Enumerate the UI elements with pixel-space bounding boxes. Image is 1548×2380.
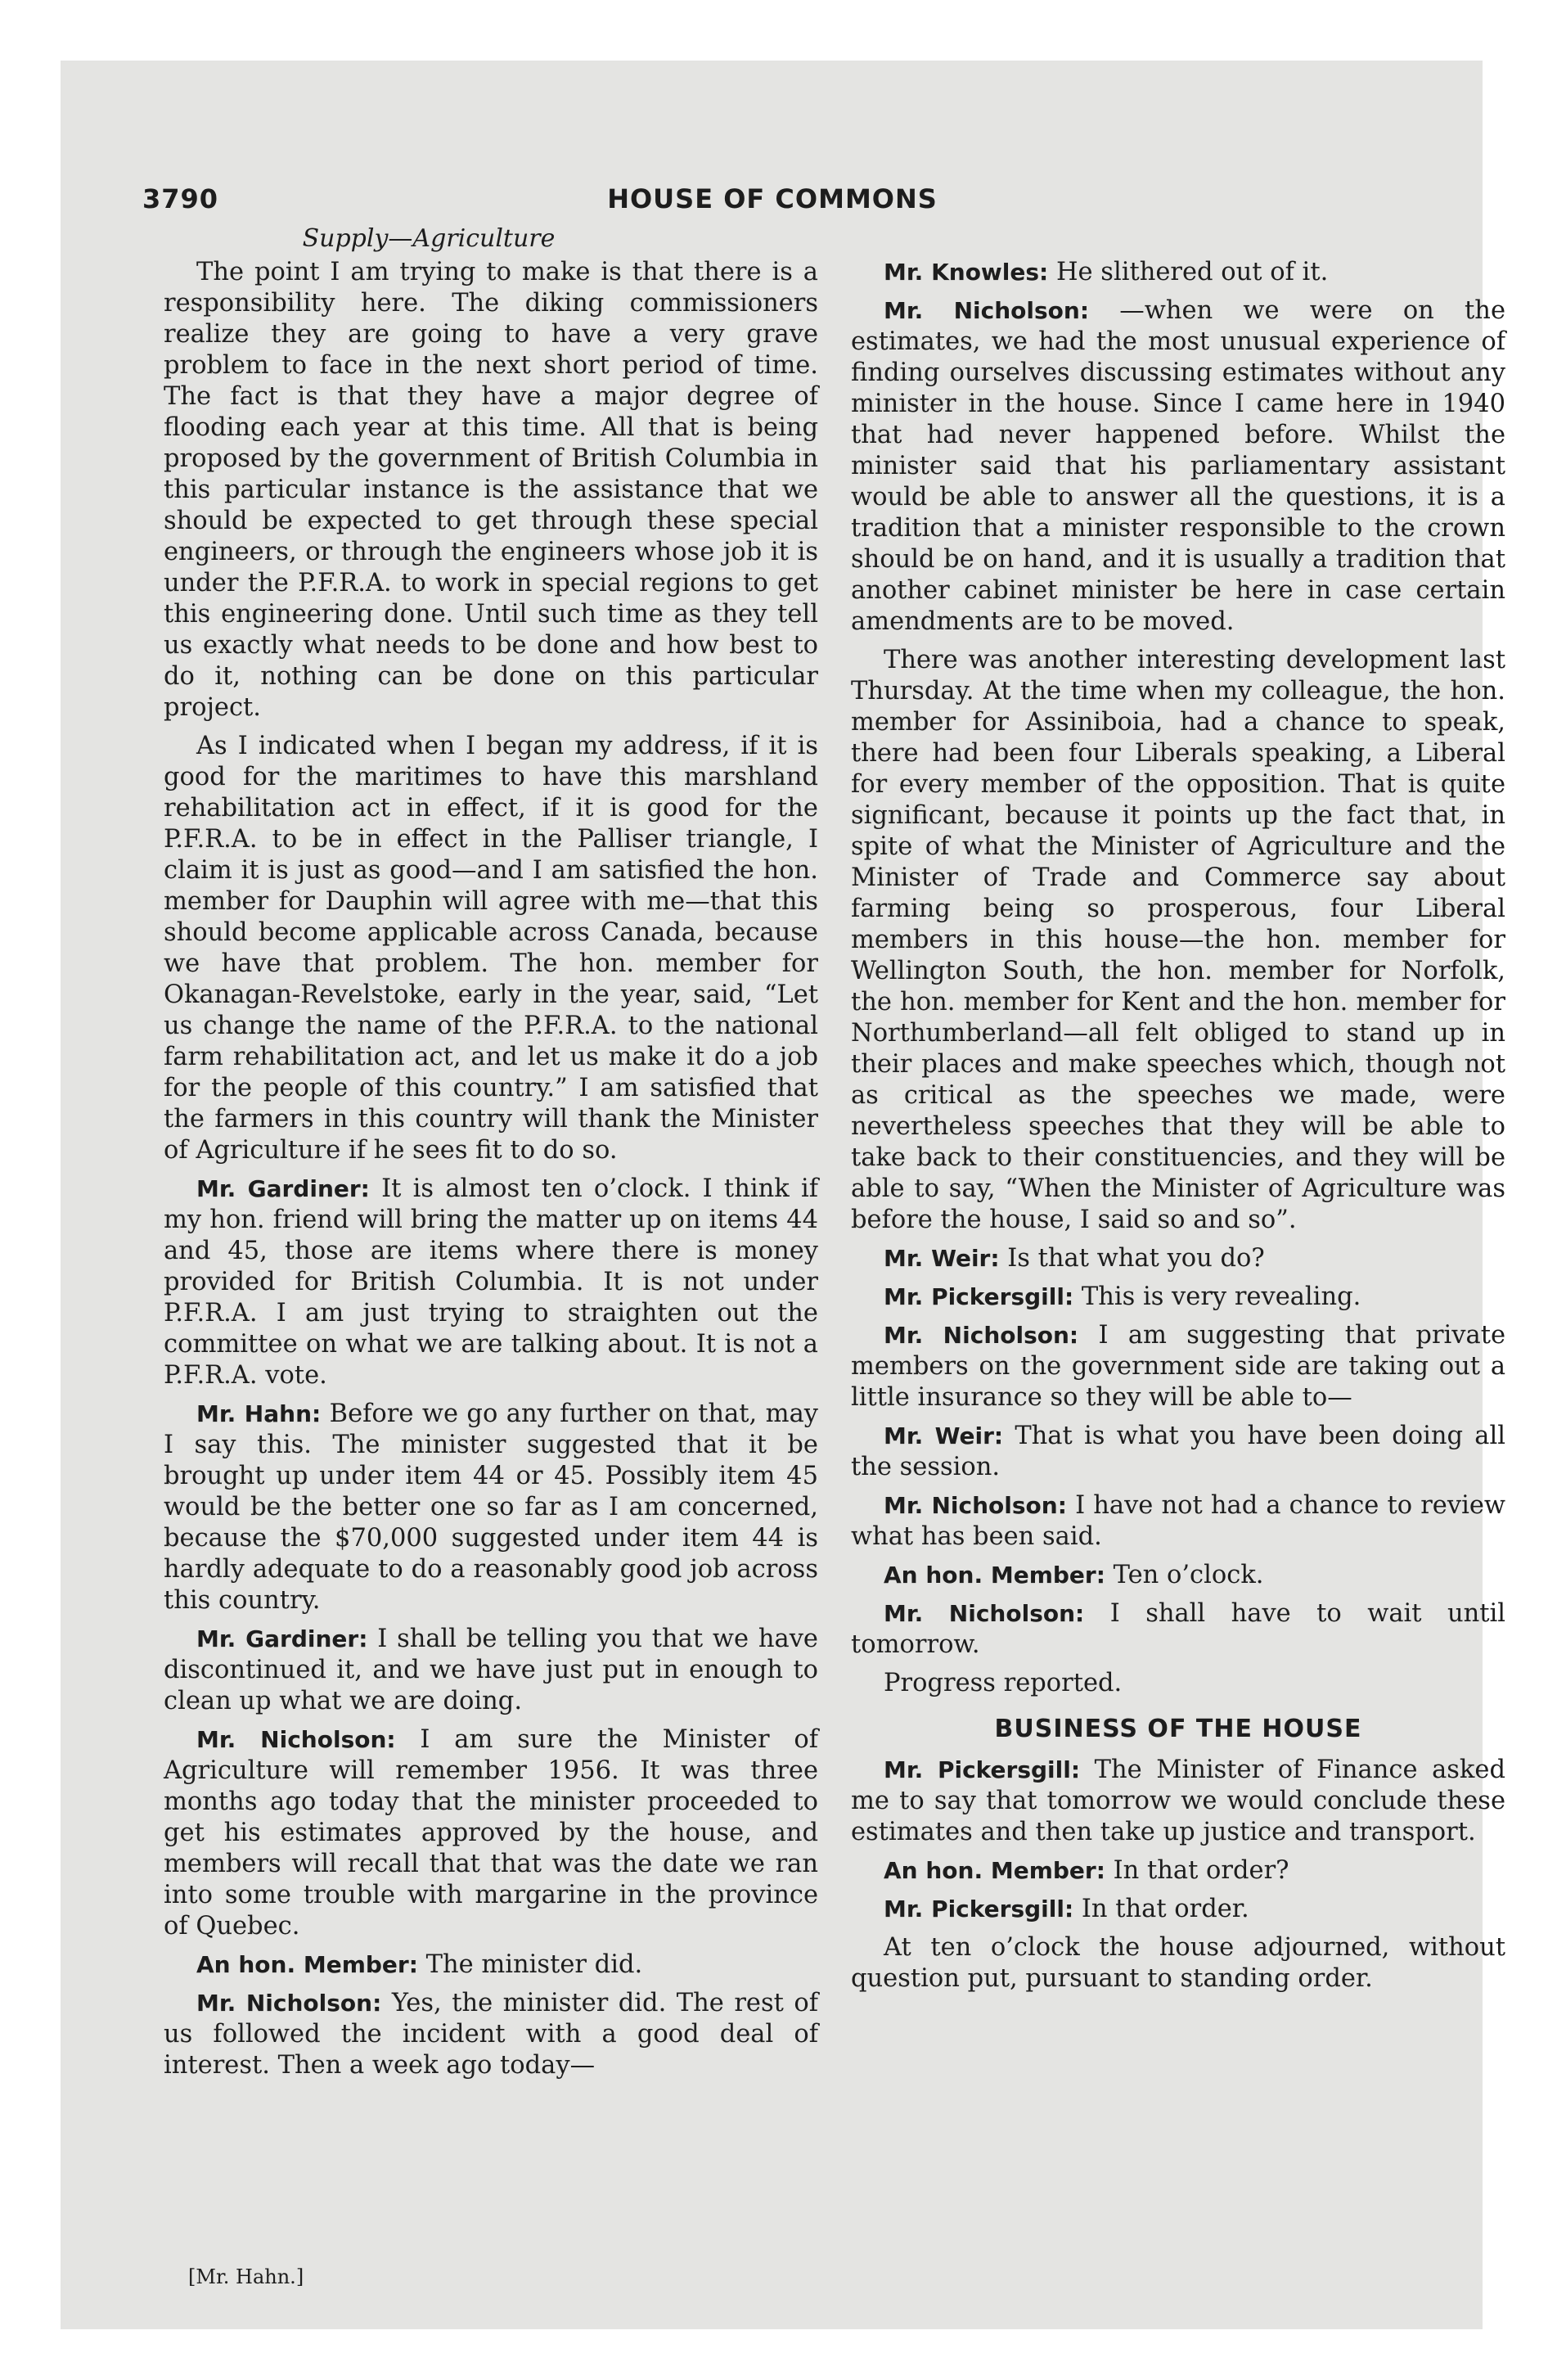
paragraph-text: Before we go any further on that, may I say this. The minister suggested that it be brought up under item 44 or 45. Possibly item 45 would be the better one so far as I am concerned, because the $70,000 suggested under item 44 is hardly adequate to do a reasonably good job across this country. bbox=[164, 1400, 818, 1615]
paragraph bbox=[851, 1932, 1505, 1995]
paragraph-text: Progress reported. bbox=[884, 1669, 1123, 1697]
paragraph bbox=[164, 1950, 818, 1981]
speaker-name: Mr. Pickersgill: bbox=[884, 1895, 1074, 1922]
speaker-name: Mr. Knowles: bbox=[884, 259, 1049, 286]
speaker-name: An hon. Member: bbox=[884, 1857, 1105, 1884]
paragraph bbox=[851, 1320, 1505, 1413]
paragraph-text: At ten o’clock the house adjourned, without question put, pursuant to standing order. bbox=[851, 1933, 1505, 1993]
paragraph-text: I have not had a chance to review what has been said. bbox=[851, 1491, 1505, 1551]
speaker-name: Mr. Nicholson: bbox=[884, 1322, 1079, 1349]
paragraph-text: That is what you have been doing all the session. bbox=[851, 1422, 1505, 1481]
paragraph bbox=[851, 645, 1505, 1236]
paragraph bbox=[164, 1724, 818, 1942]
paragraph-text: The minister did. bbox=[425, 1950, 643, 1979]
page-scan bbox=[61, 61, 1506, 2329]
left-column bbox=[164, 257, 818, 2089]
paragraph bbox=[851, 257, 1505, 288]
paragraph bbox=[851, 1894, 1505, 1925]
paragraph-text: This is very revealing. bbox=[1081, 1282, 1361, 1311]
page-header bbox=[142, 183, 1402, 223]
paragraph bbox=[851, 295, 1505, 638]
paragraph bbox=[851, 1855, 1505, 1886]
speaker-name: Mr. Weir: bbox=[884, 1245, 1000, 1272]
paragraph bbox=[164, 1624, 818, 1717]
speaker-name: An hon. Member: bbox=[196, 1951, 418, 1978]
paragraph-text: I am suggesting that private members on the government side are taking out a little insurance so they will be able to— bbox=[851, 1321, 1506, 1412]
paragraph bbox=[851, 1598, 1505, 1661]
paragraph bbox=[164, 1988, 818, 2081]
paragraph bbox=[164, 731, 818, 1166]
paragraph bbox=[851, 1560, 1505, 1591]
paragraph bbox=[851, 1755, 1505, 1848]
business-section bbox=[851, 1755, 1505, 1995]
speaker-name: Mr. Gardiner: bbox=[196, 1175, 370, 1202]
speaker-name: Mr. Pickersgill: bbox=[884, 1756, 1081, 1783]
speaker-name: Mr. Weir: bbox=[884, 1422, 1004, 1449]
paragraph-text: —when we were on the estimates, we had the most unusual experience of finding ourselves discussing estimates without any minister in the house. Since I came here in 1940 that had never happened before. Whilst the minister said that his parliamentary assistant would be able to answer all the questions, it is a tradition that a minister responsible to the crown should be on hand, and it is usually a tradition that another cabinet minister be here in case certain amendments are to be moved. bbox=[851, 296, 1506, 636]
paragraph bbox=[851, 1668, 1505, 1699]
speaker-name: Mr. Nicholson: bbox=[884, 1492, 1067, 1519]
speaker-name: Mr. Nicholson: bbox=[884, 297, 1090, 324]
speaker-name: Mr. Nicholson: bbox=[884, 1600, 1085, 1627]
paragraph-text: In that order. bbox=[1081, 1895, 1249, 1923]
right-column-debate bbox=[851, 257, 1505, 1699]
paragraph-text: It is almost ten o’clock. I think if my hon. friend will bring the matter up on items 44 and 45, those are items where there is money provided for British Columbia. It is not under P.F.R.A. I am just trying to straighten out the committee on what we are talking about. It is not a P.F.R.A. vote. bbox=[164, 1174, 818, 1390]
paragraph bbox=[164, 257, 818, 723]
paragraph bbox=[851, 1243, 1505, 1274]
page-number: 3790 bbox=[142, 183, 219, 214]
paragraph-text: I shall be telling you that we have discontinued it, and we have just put in enough to clean up what we are doing. bbox=[164, 1625, 818, 1715]
section-title: Supply—Agriculture bbox=[302, 224, 556, 253]
speaker-name: Mr. Hahn: bbox=[196, 1400, 322, 1427]
paragraph-text: I shall have to wait until tomorrow. bbox=[851, 1599, 1506, 1659]
paragraph bbox=[851, 1490, 1505, 1553]
paragraph-text: The point I am trying to make is that there is a responsibility here. The diking commissioners realize they are going to have a very grave problem to face in the next short period of time. The fact is that they have a major degree of flooding each year at this time. All that is being proposed by the government of British Columbia in this particular instance is the assistance that we should be expected to get through these special engineers, or through the engineers whose job it is under the P.F.R.A. to work in special regions to get this engineering done. Until such time as they tell us exactly what needs to be done and how best to do it, nothing can be done on this particular project. bbox=[164, 258, 818, 722]
speaker-name: Mr. Nicholson: bbox=[196, 1726, 396, 1753]
paragraph-text: As I indicated when I began my address, if it is good for the maritimes to have this marshland rehabilitation act in effect, if it is good for the P.F.R.A. to be in effect in the Palliser triangle, I claim it is just as good—and I am satisfied the hon. member for Dauphin will agree with me—that this should become applicable across Canada, because we have that problem. The hon. member for Okanagan-Revelstoke, early in the year, said, “Let us change the name of the P.F.R.A. to the national farm rehabilitation act, and let us make it do a job for the people of this country.” I am satisfied that the farmers in this country will thank the Minister of Agriculture if he sees fit to do so. bbox=[164, 732, 818, 1165]
paragraph-text: He slithered out of it. bbox=[1055, 258, 1329, 286]
paragraph-text: In that order? bbox=[1113, 1856, 1289, 1885]
paragraph-text: Yes, the minister did. The rest of us followed the incident with a good deal of interest. Then a week ago today— bbox=[164, 1989, 819, 2080]
footer-reference: [Mr. Hahn.] bbox=[188, 2265, 304, 2288]
speaker-name: Mr. Gardiner: bbox=[196, 1625, 368, 1652]
paragraph bbox=[851, 1282, 1505, 1313]
paragraph bbox=[851, 1421, 1505, 1483]
speaker-name: Mr. Pickersgill: bbox=[884, 1283, 1074, 1310]
paragraph bbox=[164, 1399, 818, 1616]
business-heading: BUSINESS OF THE HOUSE bbox=[994, 1715, 1362, 1743]
speaker-name: Mr. Nicholson: bbox=[196, 1990, 382, 2017]
paragraph-text: There was another interesting development last Thursday. At the time when my colleague, the hon. member for Assiniboia, had a chance to speak, there had been four Liberals speaking, a Liberal for every member of the opposition. That is quite significant, because it points up the fact that, in spite of what the Minister of Agriculture and the Minister of Trade and Commerce say about farming being so prosperous, four Liberal members in this house—the hon. member for Wellington South, the hon. member for Norfolk, the hon. member for Kent and the hon. member for Northumberland—all felt obliged to stand up in their places and make speeches which, though not as critical as the speeches we made, were nevertheless speeches that they will be able to take back to their constituencies, and they will be able to say, “When the Minister of Agriculture was before the house, I said so and so”. bbox=[851, 646, 1505, 1234]
page-title: HOUSE OF COMMONS bbox=[607, 183, 938, 214]
paragraph-text: Ten o’clock. bbox=[1113, 1561, 1264, 1589]
paragraph-text: The Minister of Finance asked me to say that tomorrow we would conclude these estimates and then take up justice and transport. bbox=[851, 1756, 1505, 1846]
paragraph bbox=[164, 1174, 818, 1391]
speaker-name: An hon. Member: bbox=[884, 1562, 1105, 1589]
right-column bbox=[851, 257, 1505, 2002]
paragraph-text: Is that what you do? bbox=[1007, 1244, 1265, 1273]
paragraph-text: I am sure the Minister of Agriculture will remember 1956. It was three months ago today that the minister proceeded to get his estimates approved by the house, and members will recall that that was the date we ran into some trouble with margarine in the province of Quebec. bbox=[164, 1725, 819, 1941]
